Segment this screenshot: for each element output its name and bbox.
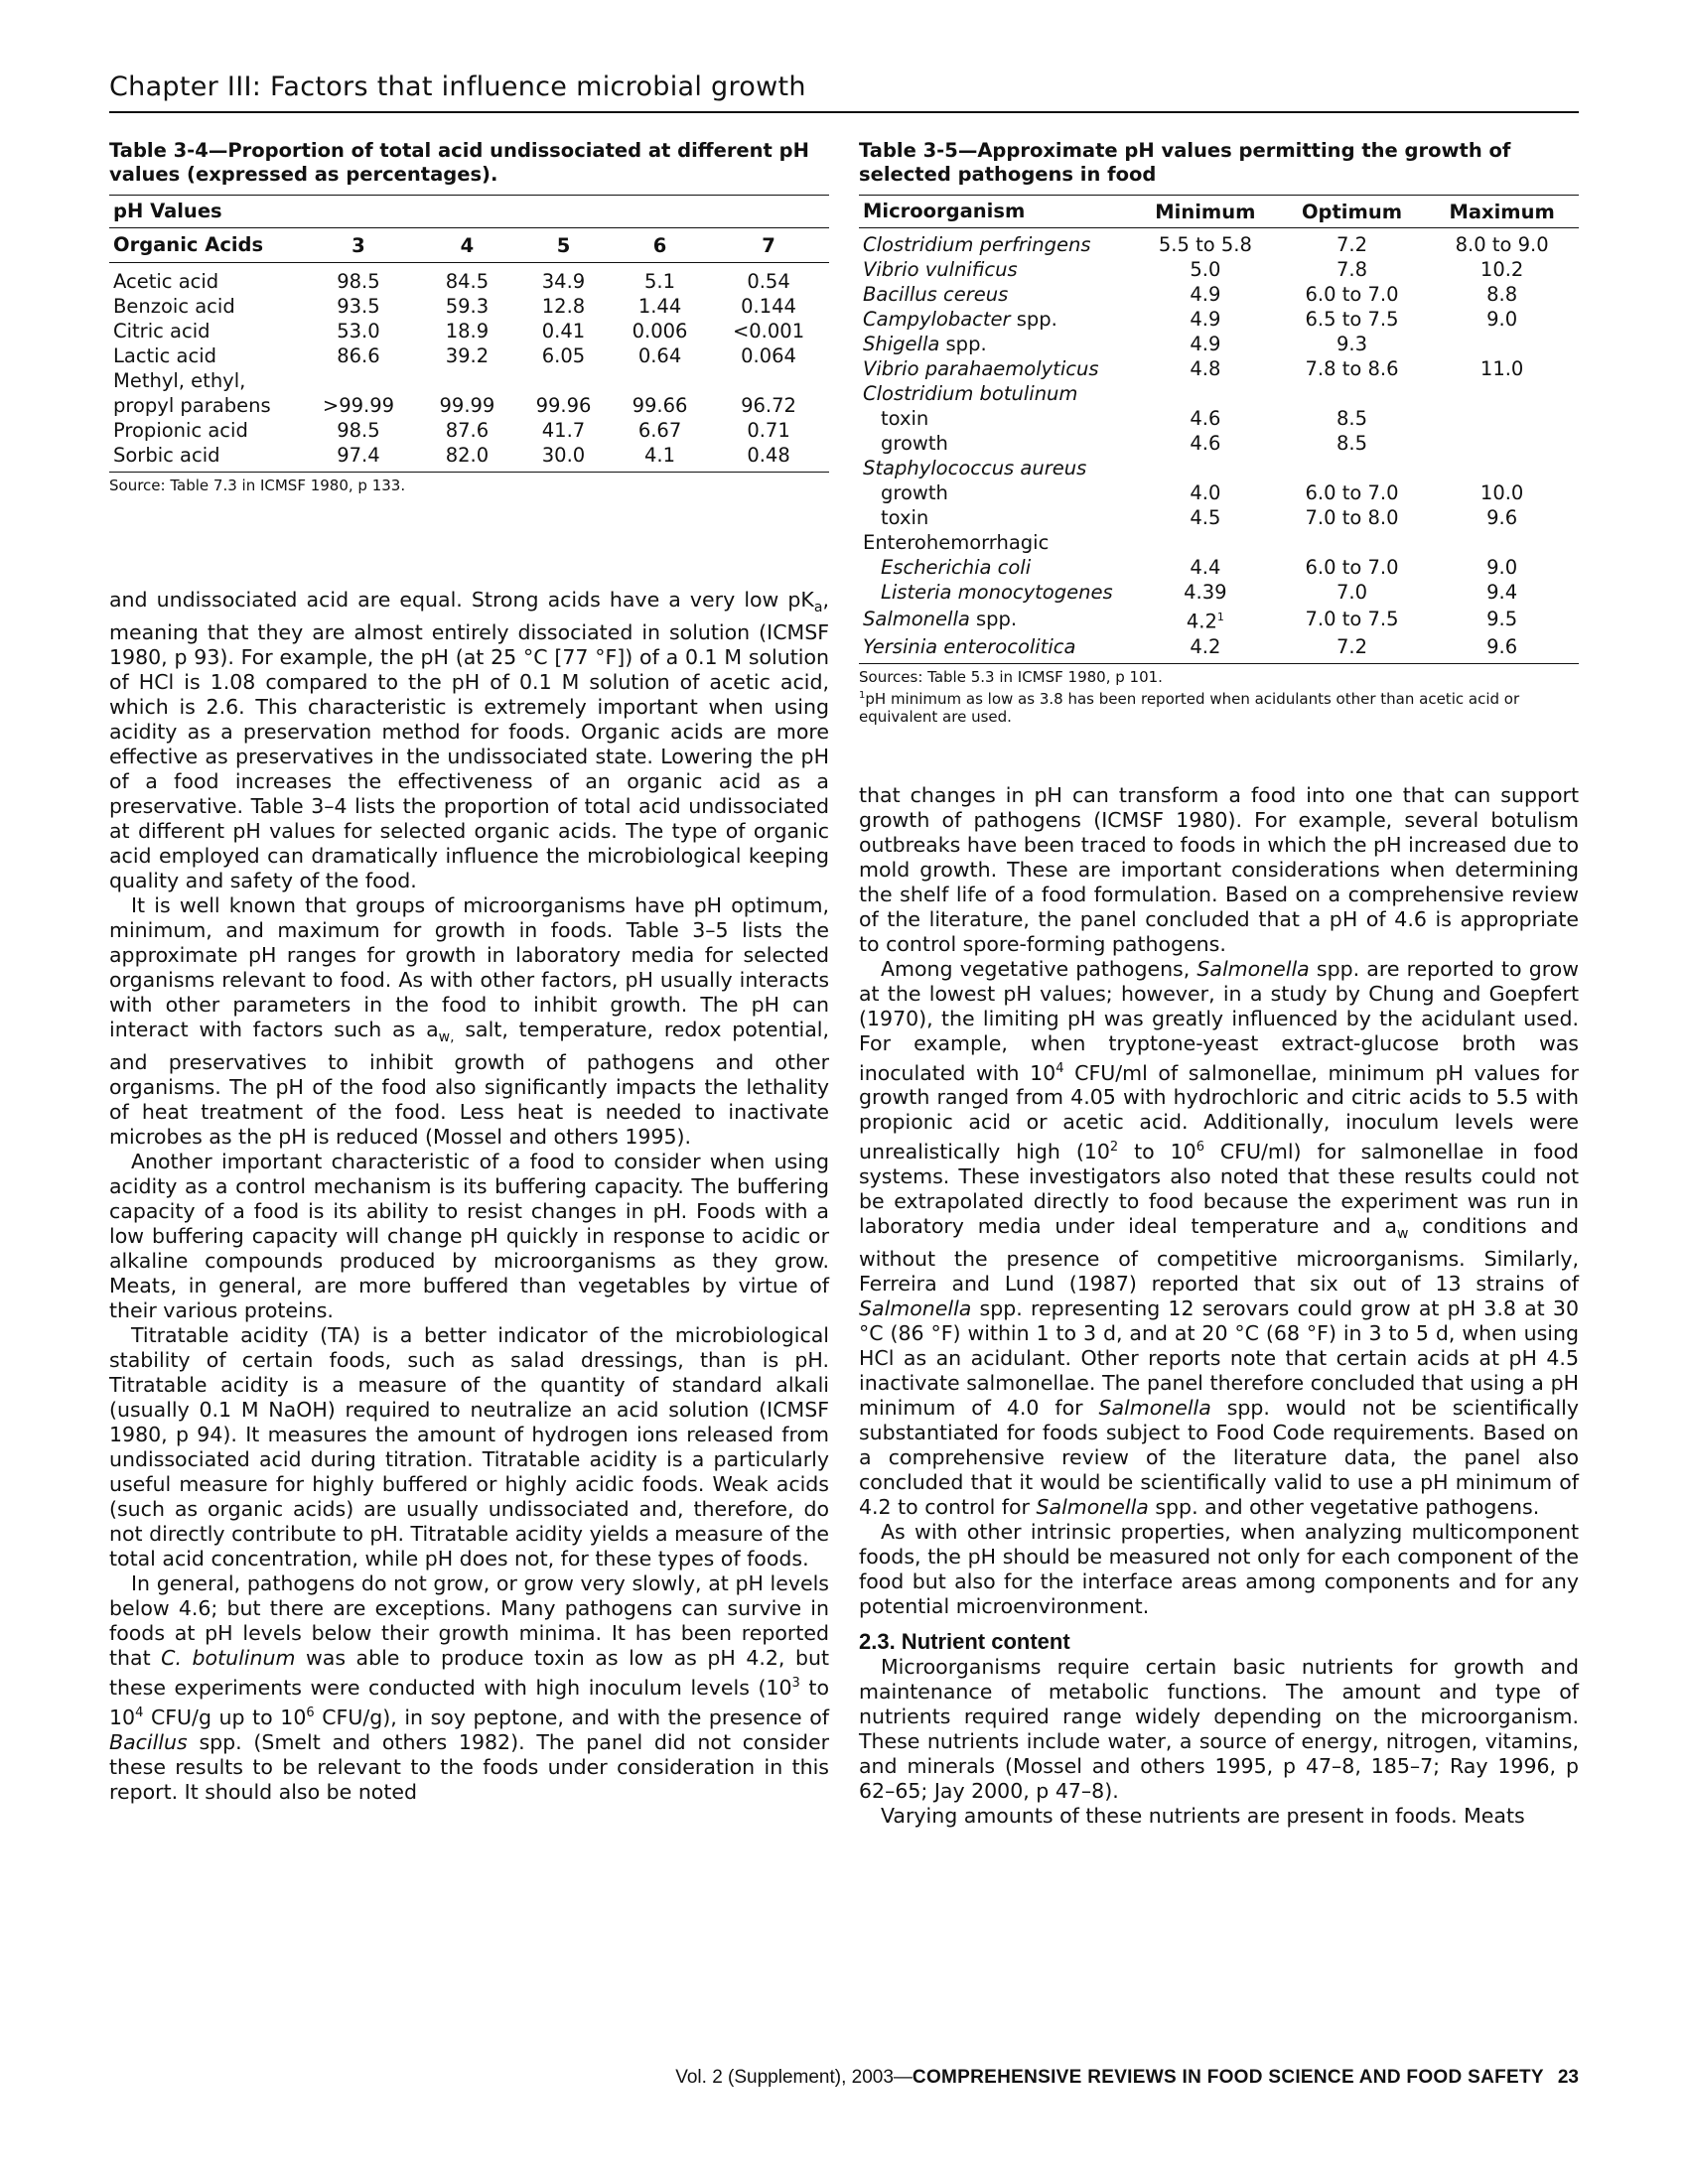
microorganism-name: Vibrio vulnificus [863,258,1018,281]
table-row [859,456,1579,480]
table-3-5-body [859,228,1579,659]
opt-ph-cell: 6.5 to 7.5 [1305,308,1399,331]
right-body-text [859,783,1579,1830]
table-row [859,356,1579,381]
ph-values-header: pH Values [113,200,222,222]
max-ph-cell: 8.8 [1486,283,1518,306]
opt-ph-cell: 6.0 to 7.0 [1305,283,1399,306]
table-row [859,634,1579,659]
paragraph: Among vegetative pathogens, Salmonella spp. are reported to grow at the lowest pH values; however, in a study by Chung and Goepfert (1970), the limiting pH was greatly influenced by the acidulant used. For example, when tryptone-yeast extract-glucose broth was inoculated with $10^4$ CFU/ml of salmonellae, minimum pH values for growth ranged from 4.05 with hydrochloric and citric acids to 5.5 with propionic acid or acetic acid. Additionally, inoculum levels were unrealistically high ($10^2$ to $10^6$ CFU/ml) for salmonellae in food systems. These investigators also noted that these results could not be extrapolated directly to food because the experiment was run in laboratory media under ideal temperature and $a_w$ conditions and without the presence of competitive microorganisms. Similarly, Ferreira and Lund (1987) reported that six out of 13 strains of Salmonella spp. representing 12 serovars could grow at pH 3.8 at 30 °C (86 °F) within 1 to 3 d, and at 20 °C (68 °F) in 3 to 5 d, when using HCl as an acidulant. Other reports note that certain acids at pH 4.5 inactivate salmonellae. The panel therefore concluded that using a pH minimum of 4.0 for Salmonella spp. would not be scientifically substantiated for foods subject to Food Code requirements. Based on a comprehensive review of the literature data, the panel also concluded that it would be scientifically valid to use a pH minimum of 4.2 to control for Salmonella spp. and other vegetative pathogens. [859,956,1580,1520]
percent-cell: 6.67 [637,419,682,442]
chapter-title: Chapter III: Factors that influence microbial growth [109,71,806,102]
percent-cell: 0.144 [741,295,796,318]
table-row [859,505,1579,530]
opt-ph-cell: 8.5 [1336,432,1367,455]
percent-cell: 97.4 [337,444,380,467]
min-ph-cell [1132,381,1279,406]
percent-cell: 53.0 [337,320,380,342]
acid-name: propyl parabens [113,394,271,417]
page-number: 23 [1557,2067,1579,2088]
microorganism-name: toxin [881,407,929,430]
paragraph: that changes in pH can transform a food into one that can support growth of pathogens (ICMSF 1980). For example, several botulism outbreaks have been traced to foods in which the pH increased due to mold growth. These are important considerations when determining the shelf life of a food formulation. Based on a comprehensive review of the literature, the panel concluded that a pH of 4.6 is appropriate to control spore-forming pathogens. [859,782,1579,956]
min-ph-cell: 4.6 [1190,407,1221,430]
microorganism-name: toxin [881,506,929,529]
percent-cell: 82.0 [445,444,490,467]
max-ph-cell: 9.6 [1486,634,1518,658]
percent-cell: 96.72 [741,394,796,417]
percent-cell: 98.5 [337,270,380,293]
table-row [109,368,829,393]
min-ph-cell: 4.6 [1190,432,1221,455]
opt-ph-cell: 7.2 [1336,233,1367,256]
percent-cell: 59.3 [445,295,490,318]
percent-cell: 87.6 [445,419,490,442]
opt-ph-cell: 7.0 [1336,581,1367,604]
table-row [859,282,1579,307]
percent-cell: 6.05 [541,344,586,367]
acid-name: Lactic acid [113,344,216,367]
percent-cell: 34.9 [541,270,586,293]
max-ph-cell [1425,381,1579,406]
acid-name: Citric acid [113,320,211,342]
paragraph: As with other intrinsic properties, when analyzing multicomponent foods, the pH should be measured not only for each component of the food but also for the interface areas among components and for any potential microenvironment. [859,1520,1579,1619]
percent-cell: 0.41 [541,320,586,342]
opt-ph-cell: 7.8 [1336,258,1367,281]
microorganism-name: Staphylococcus aureus [863,457,1087,479]
opt-ph-cell: 9.3 [1336,333,1367,355]
max-ph-cell: 9.0 [1486,556,1518,579]
section-heading: 2.3. Nutrient content [859,1629,1070,1655]
min-ph-cell: 4.9 [1190,308,1221,331]
table-row [859,530,1579,555]
left-column [109,139,829,1805]
ph-level-header: 3 [352,233,365,257]
microorganism-name: Yersinia enterocolitica [863,634,1076,658]
table-row [109,393,829,418]
percent-cell [419,368,515,393]
table-3-5-source: Sources: Table 5.3 in ICMSF 1980, p 101. [859,663,1579,687]
microorganism-name: Salmonella spp. [863,608,1018,631]
table-3-5-caption: Table 3-5—Approximate pH values permitting the growth of selected pathogens in food [859,139,1511,186]
percent-cell [708,368,829,393]
opt-ph-cell [1279,530,1426,555]
table-3-4-caption: Table 3-4—Proportion of total acid undissociated at different pH values (expressed as percentages). [109,139,809,186]
percent-cell: 93.5 [337,295,380,318]
ph-level-header: 7 [762,233,775,257]
microorganism-name: Enterohemorrhagic [863,531,1050,554]
paragraph: In general, pathogens do not grow, or grow very slowly, at pH levels below 4.6; but there are exceptions. Many pathogens can survive in foods at pH levels below their growth minima. It has been reported that C. botulinum was able to produce toxin as low as pH 4.2, but these experiments were conducted with high inoculum levels ($10^3$ to $10^4$ CFU/g up to $10^6$ CFU/g), in soy peptone, and with the presence of Bacillus spp. (Smelt and others 1982). The panel did not consider these results to be relevant to the foods under consideration in this report. It should also be noted [109,1571,830,1804]
max-ph-cell: 10.2 [1479,258,1524,281]
opt-ph-cell: 8.5 [1336,407,1367,430]
max-ph-cell: 10.0 [1479,481,1524,504]
percent-cell: 0.064 [741,344,796,367]
optimum-header: Optimum [1301,200,1403,223]
microorganism-name: Shigella spp. [863,333,987,355]
min-ph-cell: 4.39 [1184,581,1227,604]
opt-ph-cell: 6.0 to 7.0 [1305,556,1399,579]
max-ph-cell [1425,406,1579,431]
percent-cell: 0.006 [632,320,688,342]
percent-cell [298,368,419,393]
acid-name: Methyl, ethyl, [113,369,246,392]
percent-cell: 0.48 [747,444,790,467]
max-ph-cell: 8.0 to 9.0 [1455,233,1549,256]
microorganism-name: Campylobacter spp. [863,308,1057,331]
table-3-5-footnote: $^1$pH minimum as low as 3.8 has been reported when acidulants other than acetic acid or equivalent are used. [859,689,1520,726]
ph-level-header: 5 [556,233,571,257]
microorganism-name: Clostridium perfringens [863,233,1091,256]
percent-cell: 99.96 [535,394,592,417]
percent-cell: 86.6 [337,344,380,367]
min-ph-cell [1132,530,1279,555]
microorganism-name: growth [881,432,948,455]
paragraph: It is well known that groups of microorganisms have pH optimum, minimum, and maximum for growth in foods. Table 3–5 lists the approximate pH ranges for growth in laboratory media for selected organisms relevant to food. As with other factors, pH usually interacts with other parameters in the food to inhibit growth. The pH can interact with factors such as $a_{w,}$ salt, temperature, redox potential, and preservatives to inhibit growth of pathogens and other organisms. The pH of the food also significantly impacts the lethality of heat treatment of the food. Less heat is needed to inactivate microbes as the pH is reduced (Mossel and others 1995). [109,893,829,1150]
percent-cell: 18.9 [445,320,490,342]
left-body-text [109,588,829,1805]
table-row [859,480,1579,505]
percent-cell: 98.5 [337,419,380,442]
max-ph-cell [1425,530,1579,555]
table-row [109,443,829,472]
microorganism-name: Listeria monocytogenes [881,581,1113,604]
max-ph-cell: 11.0 [1479,357,1524,380]
microorganism-name: Escherichia coli [881,556,1032,579]
right-column [859,139,1579,1829]
table-3-4-body [109,263,829,473]
table-row [109,418,829,443]
acid-name: Sorbic acid [113,444,220,467]
table-row [109,263,829,295]
table-row [109,343,829,368]
max-ph-cell: 9.0 [1486,308,1518,331]
table-row [109,319,829,343]
max-ph-cell [1425,332,1579,356]
paragraph: Microorganisms require certain basic nutrients for growth and maintenance of metabolic functions. The amount and type of nutrients required range widely depending on the microorganism. These nutrients include water, a source of energy, nitrogen, vitamins, and minerals (Mossel and others 1995, p 47–8, 185–7; Ray 1996, p 62–65; Jay 2000, p 47–8). [859,1655,1579,1804]
table-3-4 [109,195,829,472]
percent-cell: 12.8 [541,295,586,318]
percent-cell: 30.0 [541,444,586,467]
table-row [859,381,1579,406]
ph-level-header: 6 [652,233,667,257]
table-row [859,406,1579,431]
opt-ph-cell: 7.0 to 7.5 [1305,608,1399,631]
percent-cell [612,368,708,393]
percent-cell: 0.54 [747,270,790,293]
min-ph-cell: 4.5 [1190,506,1221,529]
min-ph-cell: $4.2^1$ [1186,610,1224,633]
page-footer [675,2067,1579,2089]
table-row [109,294,829,319]
percent-cell: 4.1 [644,444,676,467]
min-ph-cell: 5.0 [1190,258,1221,281]
max-ph-cell: 9.6 [1486,506,1518,529]
percent-cell: 0.64 [637,344,682,367]
table-row [859,431,1579,456]
footer-issue: Vol. 2 (Supplement), 2003— [675,2067,913,2088]
opt-ph-cell: 7.8 to 8.6 [1305,357,1399,380]
microorganism-name: growth [881,481,948,504]
min-ph-cell [1132,456,1279,480]
table-row [859,332,1579,356]
paragraph: Titratable acidity (TA) is a better indicator of the microbiological stability of certain foods, such as salad dressings, than is pH. Titratable acidity is a measure of the quantity of standard alkali (usually 0.1 M NaOH) required to neutralize an acid solution (ICMSF 1980, p 94). It measures the amount of hydrogen ions released from undissociated acid during titration. Titratable acidity is a particularly useful measure for highly buffered or highly acidic foods. Weak acids (such as organic acids) are usually undissociated and, therefore, do not directly contribute to pH. Titratable acidity yields a measure of the total acid concentration, while pH does not, for these types of foods. [109,1323,829,1571]
percent-cell: 41.7 [541,419,586,442]
min-ph-cell: 5.5 to 5.8 [1158,233,1252,256]
paragraph: and undissociated acid are equal. Strong acids have a very low $pK_a$, meaning that they are almost entirely dissociated in solution (ICMSF 1980, p 93). For example, the pH (at 25 °C [77 °F]) of a 0.1 M solution of HCl is 1.08 compared to the pH of 0.1 M solution of acetic acid, which is 2.6. This characteristic is extremely important when using acidity as a preservation method for foods. Organic acids are more effective as preservatives in the undissociated state. Lowering the pH of a food increases the effectiveness of an organic acid as a preservative. Table 3–4 lists the proportion of total acid undissociated at different pH values for selected organic acids. The type of organic acid employed can dramatically influence the microbiological keeping quality and safety of the food. [109,588,829,893]
percent-cell: <0.001 [732,320,805,342]
opt-ph-cell: 6.0 to 7.0 [1305,481,1399,504]
percent-cell: 5.1 [644,270,676,293]
table-row [859,307,1579,332]
opt-ph-cell: 7.2 [1336,634,1367,658]
min-ph-cell: 4.8 [1190,357,1221,380]
opt-ph-cell [1279,456,1426,480]
percent-cell: 1.44 [637,295,682,318]
max-ph-cell [1425,456,1579,480]
microorganism-name: Clostridium botulinum [863,382,1078,405]
percent-cell: 0.71 [747,419,790,442]
acid-name: Acetic acid [113,270,219,293]
max-ph-cell [1425,431,1579,456]
max-ph-cell: 9.5 [1486,608,1518,631]
maximum-header: Maximum [1449,200,1555,223]
table-row [859,605,1579,634]
table-row [859,555,1579,580]
paragraph: Another important characteristic of a food to consider when using acidity as a control mechanism is its buffering capacity. The buffering capacity of a food is its ability to resist changes in pH. Foods with a low buffering capacity will change pH quickly in response to acidic or alkaline compounds produced by microorganisms as they grow. Meats, in general, are more buffered than vegetables by virtue of their various proteins. [109,1150,829,1323]
opt-ph-cell: 7.0 to 8.0 [1305,506,1399,529]
microorganism-name: Vibrio parahaemolyticus [863,357,1099,380]
table-3-5 [859,195,1579,659]
ph-level-header: 4 [460,233,475,257]
microorganism-header: Microorganism [863,200,1026,222]
percent-cell: 99.99 [439,394,495,417]
min-ph-cell: 4.0 [1190,481,1221,504]
min-ph-cell: 4.9 [1190,283,1221,306]
opt-ph-cell [1279,381,1426,406]
percent-cell: 99.66 [632,394,688,417]
microorganism-name: Bacillus cereus [863,283,1009,306]
percent-cell: 39.2 [445,344,490,367]
min-ph-cell: 4.4 [1190,556,1221,579]
acid-name: Propionic acid [113,419,248,442]
min-ph-cell: 4.9 [1190,333,1221,355]
footer-journal: COMPREHENSIVE REVIEWS IN FOOD SCIENCE AND FOOD SAFETY [912,2067,1544,2088]
percent-cell: 84.5 [445,270,490,293]
table-3-4-source: Source: Table 7.3 in ICMSF 1980, p 133. [109,472,829,495]
min-ph-cell: 4.2 [1190,634,1221,658]
acid-name: Benzoic acid [113,295,235,318]
percent-cell [515,368,612,393]
table-row [859,257,1579,282]
paragraph: Varying amounts of these nutrients are present in foods. Meats [881,1804,1525,1829]
minimum-header: Minimum [1155,200,1256,223]
table-row [859,580,1579,605]
organic-acids-header: Organic Acids [113,233,264,256]
table-row [859,228,1579,258]
percent-cell: >99.99 [322,394,395,417]
chapter-header [109,71,1579,113]
max-ph-cell: 9.4 [1486,581,1518,604]
